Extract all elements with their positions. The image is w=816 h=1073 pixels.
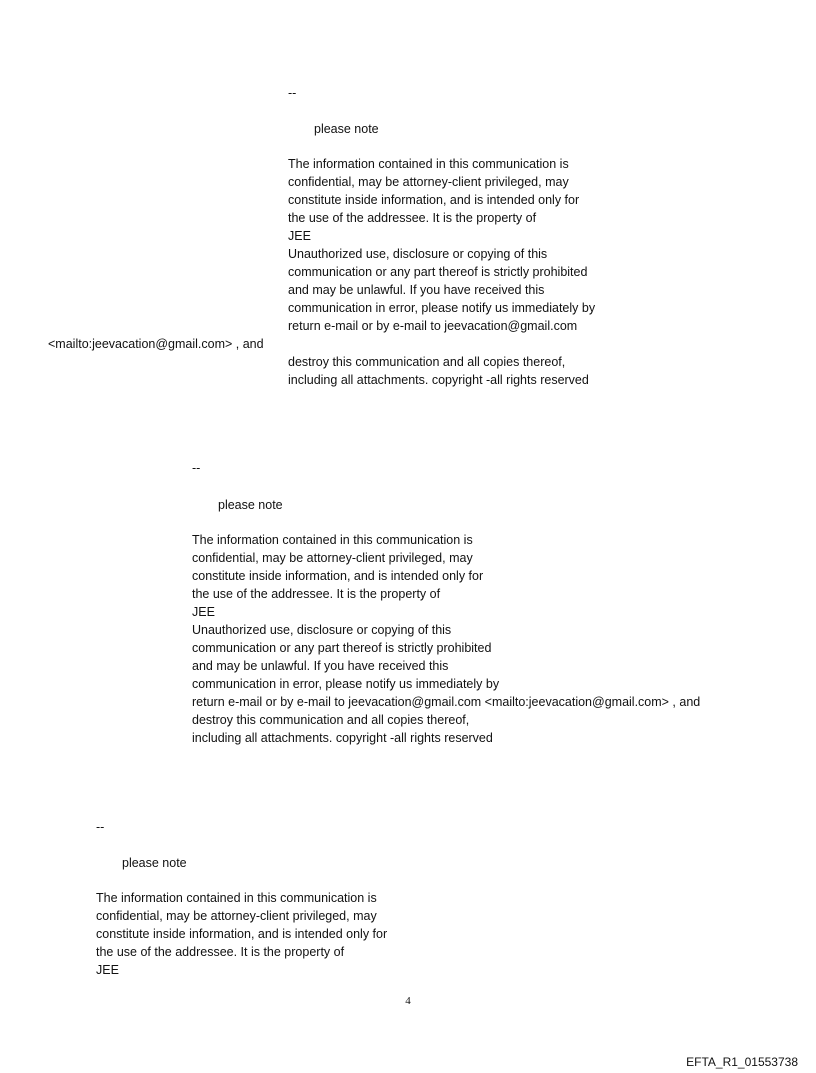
notice-line: constitute inside information, and is intended only for bbox=[192, 569, 484, 583]
notice-line: communication or any part thereof is strictly prohibited bbox=[288, 265, 588, 279]
notice-line: and may be unlawful. If you have received this bbox=[288, 283, 545, 297]
notice-line: destroy this communication and all copies thereof, bbox=[288, 355, 566, 369]
notice-line: confidential, may be attorney-client privileged, may bbox=[96, 909, 377, 923]
notice-line: including all attachments. copyright -all rights reserved bbox=[192, 731, 493, 745]
separator-3: -- bbox=[96, 820, 105, 834]
notice-line: including all attachments. copyright -all rights reserved bbox=[288, 373, 589, 387]
notice-line: JEE bbox=[288, 229, 311, 243]
notice-line: the use of the addressee. It is the property of bbox=[96, 945, 345, 959]
document-id: EFTA_R1_01553738 bbox=[686, 1055, 798, 1069]
notice-line: Unauthorized use, disclosure or copying of this bbox=[192, 623, 452, 637]
notice-line: constitute inside information, and is intended only for bbox=[288, 193, 580, 207]
notice-line: return e-mail or by e-mail to jeevacation@gmail.com <mailto:jeevacation@gmail.com> , and bbox=[192, 695, 701, 709]
mailto-line: <mailto:jeevacation@gmail.com> , and bbox=[48, 337, 264, 351]
notice-heading-2: please note bbox=[218, 498, 283, 512]
separator-2: -- bbox=[192, 461, 201, 475]
notice-line: communication in error, please notify us immediately by bbox=[192, 677, 500, 691]
notice-line: confidential, may be attorney-client privileged, may bbox=[288, 175, 569, 189]
notice-line: constitute inside information, and is intended only for bbox=[96, 927, 388, 941]
notice-line: the use of the addressee. It is the property of bbox=[288, 211, 537, 225]
notice-heading-3: please note bbox=[122, 856, 187, 870]
notice-line: return e-mail or by e-mail to jeevacation@gmail.com bbox=[288, 319, 578, 333]
notice-heading-1: please note bbox=[314, 122, 379, 136]
notice-line: confidential, may be attorney-client privileged, may bbox=[192, 551, 473, 565]
notice-line: The information contained in this communication is bbox=[288, 157, 569, 171]
page-number: 4 bbox=[405, 995, 411, 1007]
notice-line: JEE bbox=[96, 963, 119, 977]
notice-line: the use of the addressee. It is the property of bbox=[192, 587, 441, 601]
notice-line: The information contained in this communication is bbox=[96, 891, 377, 905]
notice-line: The information contained in this communication is bbox=[192, 533, 473, 547]
notice-line: communication in error, please notify us immediately by bbox=[288, 301, 596, 315]
notice-line: communication or any part thereof is strictly prohibited bbox=[192, 641, 492, 655]
notice-line: Unauthorized use, disclosure or copying of this bbox=[288, 247, 548, 261]
separator-1: -- bbox=[288, 86, 297, 100]
notice-line: destroy this communication and all copies thereof, bbox=[192, 713, 470, 727]
notice-line: and may be unlawful. If you have received this bbox=[192, 659, 449, 673]
notice-line: JEE bbox=[192, 605, 215, 619]
